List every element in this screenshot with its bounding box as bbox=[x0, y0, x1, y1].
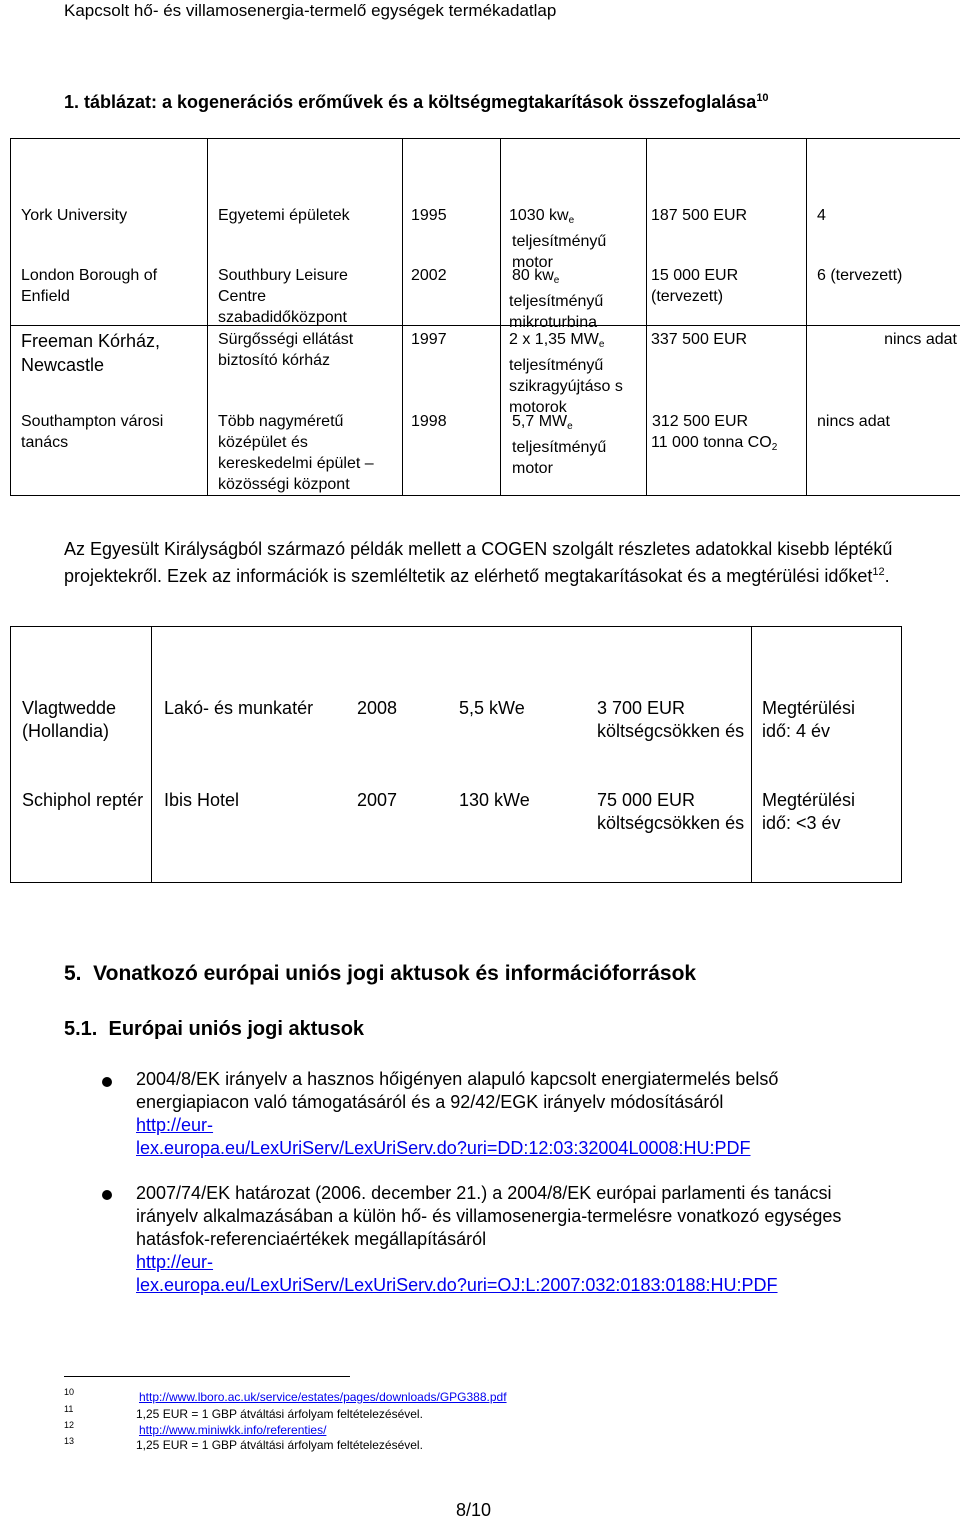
running-header: Kapcsolt hő- és villamosenergia-termelő egységek termékadatlap bbox=[64, 1, 557, 20]
table1-title-text: 1. táblázat: a kogenerációs erőművek és a költségmegtakarítások összefoglalása bbox=[64, 92, 757, 112]
table-cell: Schiphol reptér bbox=[22, 790, 144, 810]
table-cell: 1030 $kw_e$ teljesítményű motor bbox=[509, 207, 607, 271]
table-cell: 15 000 EUR (tervezett) bbox=[651, 267, 739, 305]
table-cell: 2007 bbox=[357, 790, 398, 810]
cogeneration-table bbox=[10, 138, 960, 496]
footnote-number: 13 bbox=[64, 1436, 75, 1446]
table-cell: Egyetemi épületek bbox=[218, 207, 350, 224]
table1-title bbox=[64, 92, 769, 113]
footnote-ref: 12 bbox=[872, 566, 885, 578]
subsection-heading: 5.1. Európai uniós jogi aktusok bbox=[64, 1018, 365, 1040]
table-cell: 5,7 $MW_e$ teljesítményű motor bbox=[512, 413, 607, 477]
table-cell: 3 700 EUR költségcsökken és bbox=[597, 698, 745, 741]
table-cell: 75 000 EUR költségcsökken és bbox=[597, 790, 745, 833]
table-cell: 1995 bbox=[411, 207, 447, 224]
table-cell: London Borough of Enfield bbox=[21, 267, 158, 305]
cogen-projects-table bbox=[10, 626, 902, 883]
footnote-text: 1,25 EUR = 1 GBP átváltási árfolyam feltételezésével. bbox=[136, 1438, 423, 1452]
list-item: 2004/8/EK irányelv a hasznos hőigényen alapuló kapcsolt energiatermelés belső energiapiacon való támogatásáról és a 92/42/EGK irányelv módosításáról http://eur- lex.europa.eu/LexUriServ/LexUriServ.do?uri=DD:12:03:32004L0008:HU:PDF bbox=[136, 1068, 856, 1160]
table-cell: 1998 bbox=[411, 413, 447, 430]
table-cell: Southampton városi tanács bbox=[21, 413, 164, 451]
page-number: 8/10 bbox=[456, 1500, 492, 1520]
table-cell: Sürgősségi ellátást biztosító kórház bbox=[218, 331, 354, 369]
table-cell: 312 500 EUR 11 000 tonna $CO_2$ bbox=[651, 413, 778, 453]
table-cell: 4 bbox=[817, 207, 826, 224]
table-cell: Southbury Leisure Centre szabadidőközpont bbox=[218, 267, 348, 326]
table-cell: nincs adat bbox=[817, 413, 890, 430]
footnote-number: 12 bbox=[64, 1420, 75, 1430]
body-paragraph: Az Egyesült Királyságból származó példák mellett a COGEN szolgált részletes adatokkal kisebb léptékű projektekről. Ezek az információk is szemléltetik az elérhető megtakarításokat és a megtérülési időket$^{12}$. bbox=[64, 539, 893, 586]
bullet-icon bbox=[102, 1077, 112, 1087]
table-cell: 5,5 kWe bbox=[459, 698, 525, 718]
footnote-number: 10 bbox=[64, 1387, 75, 1397]
footnote-number: 11 bbox=[64, 1404, 74, 1414]
table-cell: 6 (tervezett) bbox=[817, 267, 903, 284]
eur-lex-link[interactable]: http://eur- bbox=[136, 1115, 214, 1135]
footnote-divider bbox=[64, 1376, 350, 1377]
eur-lex-link[interactable]: http://eur- bbox=[136, 1252, 214, 1272]
table-cell: Ibis Hotel bbox=[164, 790, 240, 810]
table-cell: Megtérülési idő: 4 év bbox=[762, 698, 856, 741]
table-cell: 2002 bbox=[411, 267, 447, 284]
table-cell: Lakó- és munkatér bbox=[164, 698, 314, 718]
table-cell: Vlagtwedde (Hollandia) bbox=[22, 698, 117, 741]
footnote-link[interactable]: http://www.lboro.ac.uk/service/estates/pages/downloads/GPG388.pdf bbox=[139, 1390, 507, 1404]
list-item: 2007/74/EK határozat (2006. december 21.) a 2004/8/EK európai parlamenti és tanácsi irányelv alkalmazásában a külön hő- és villamosenergia-termelésre vonatkozó egységes hatásfok-referenciaértékek megállapításáról http://eur- lex.europa.eu/LexUriServ/LexUriServ.do?uri=OJ:L:2007:032:0183:0188:HU:PDF bbox=[136, 1182, 856, 1297]
eur-lex-link[interactable]: lex.europa.eu/LexUriServ/LexUriServ.do?uri=OJ:L:2007:032:0183:0188:HU:PDF bbox=[136, 1275, 778, 1295]
bullet-icon bbox=[102, 1190, 112, 1200]
footnote-text: 1,25 EUR = 1 GBP átváltási árfolyam feltételezésével. bbox=[136, 1407, 423, 1421]
table-cell: 187 500 EUR bbox=[651, 207, 748, 224]
table-cell: 80 $kw_e$ teljesítményű mikroturbina bbox=[509, 267, 604, 331]
table-cell: Freeman Kórház, Newcastle bbox=[21, 331, 161, 375]
table-cell: Megtérülési idő: <3 év bbox=[762, 790, 856, 833]
table-cell: 2008 bbox=[357, 698, 398, 718]
footnote-ref: 10 bbox=[756, 92, 769, 104]
table-cell: 130 kWe bbox=[459, 790, 530, 810]
table-cell: 2 x 1,35 $MW_e$ teljesítményű szikragyújtáso s motorok bbox=[509, 331, 623, 416]
eur-lex-link[interactable]: lex.europa.eu/LexUriServ/LexUriServ.do?uri=DD:12:03:32004L0008:HU:PDF bbox=[136, 1138, 751, 1158]
table-cell: 1997 bbox=[411, 331, 447, 348]
table-cell: Több nagyméretű középület és kereskedelmi épület – közösségi központ bbox=[218, 413, 374, 493]
footnote-link[interactable]: http://www.miniwkk.info/referenties/ bbox=[139, 1423, 327, 1437]
section-heading: 5. Vonatkozó európai uniós jogi aktusok és információforrások bbox=[64, 962, 697, 985]
table-cell: York University bbox=[21, 207, 128, 224]
table-cell: nincs adat bbox=[884, 331, 957, 348]
table-cell: 337 500 EUR bbox=[651, 331, 748, 348]
